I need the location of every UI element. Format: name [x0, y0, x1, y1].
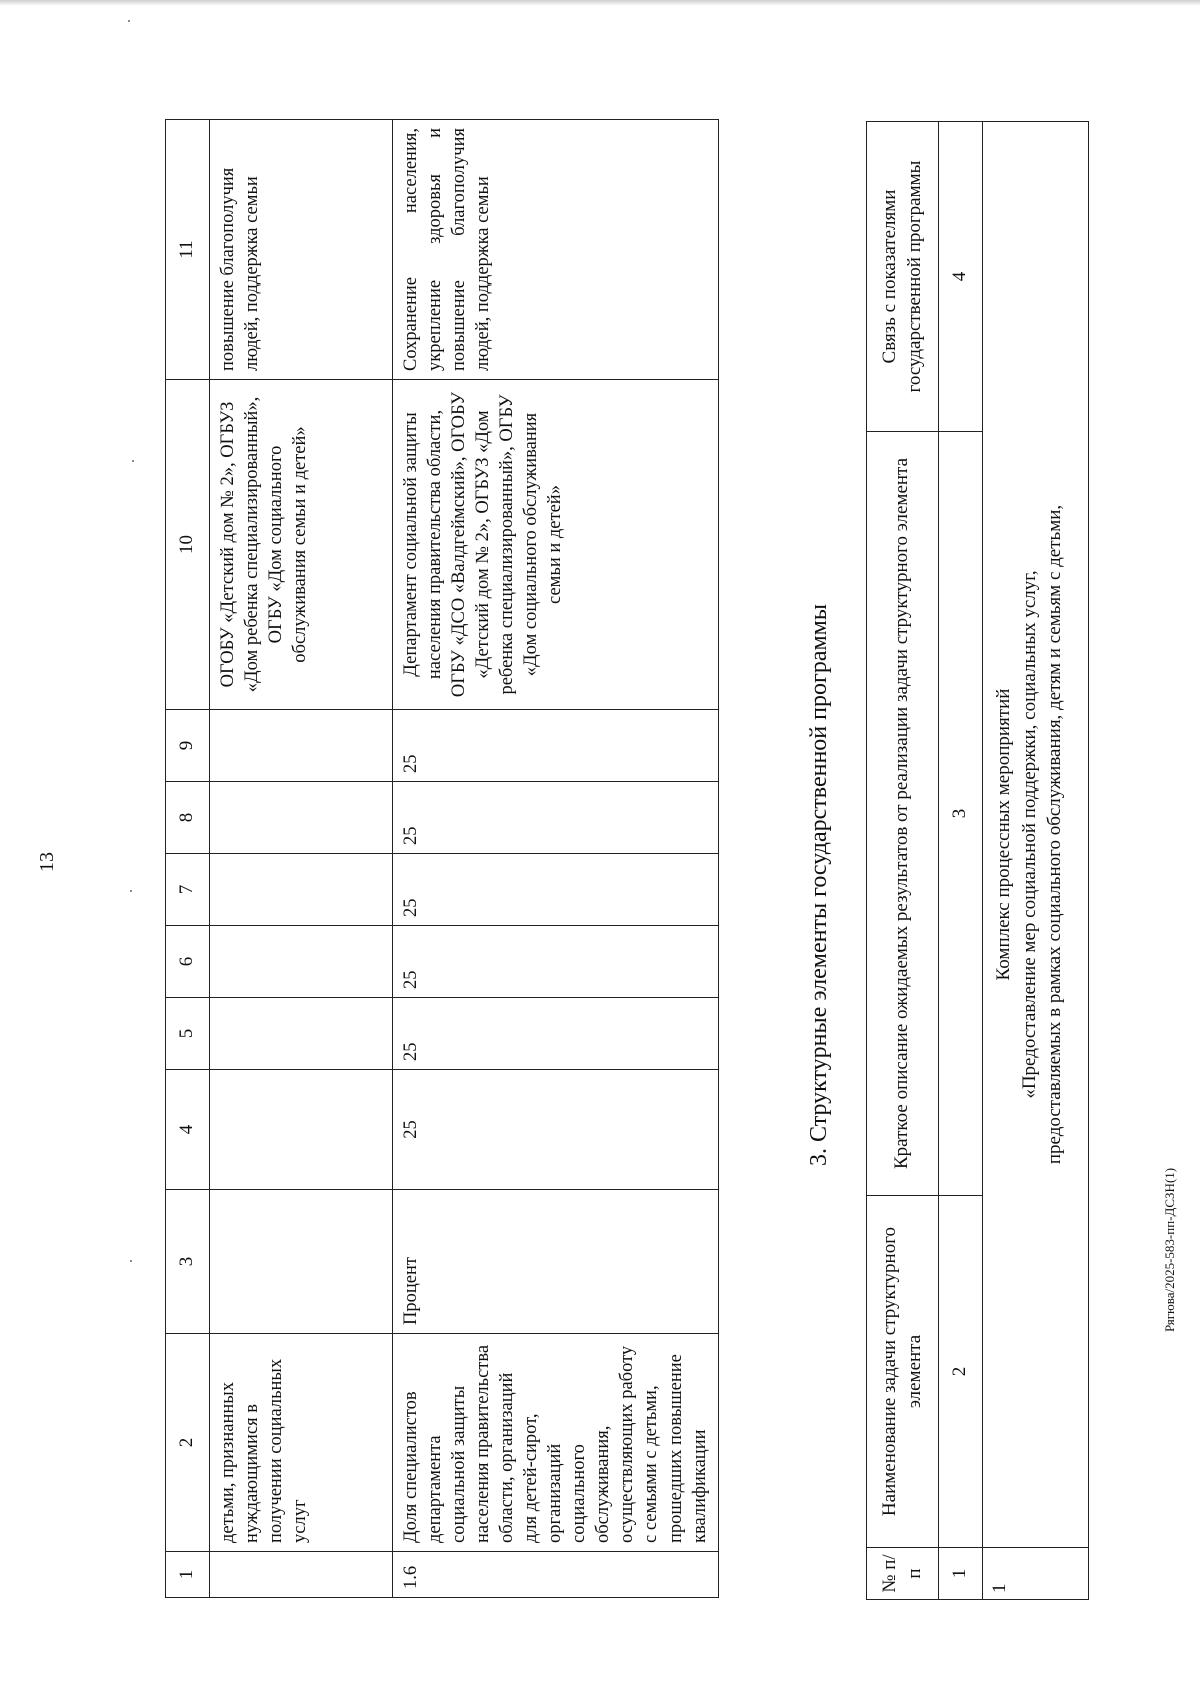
- indicators-table-block: [165, 119, 719, 1598]
- col-task-name-header: Наименование задачи структурного элемента: [867, 1196, 939, 1548]
- value-cell: [210, 854, 393, 926]
- value-cell: [210, 782, 393, 854]
- value-cell: 25: [393, 710, 719, 782]
- row-number: 1: [983, 1548, 1089, 1600]
- col-number-header: 3: [166, 1190, 210, 1334]
- col-number-header: 2: [166, 1334, 210, 1552]
- value-cell: [210, 926, 393, 998]
- responsible-executor: ОГОБУ «Детский дом № 2», ОГБУЗ «Дом ребенка специализированный», ОГБУ «Дом социального обслуживания семьи и детей»: [210, 380, 393, 710]
- structural-number-row: [939, 122, 983, 1600]
- page-number: 13: [36, 852, 58, 872]
- value-cell: [210, 710, 393, 782]
- unit: Процент: [393, 1190, 719, 1334]
- col-number: 2: [939, 1196, 983, 1548]
- col-number: 3: [939, 432, 983, 1196]
- value-cell: 25: [393, 926, 719, 998]
- col-results-header: Краткое описание ожидаемых результатов от реализации задачи структурного элемента: [867, 432, 939, 1196]
- national-goal-link: повышение благополучия людей, поддержка семьи: [210, 120, 393, 380]
- col-number: 4: [939, 122, 983, 432]
- value-cell: 25: [393, 1070, 719, 1190]
- indicator-name: Доля специалистов департамента социальной защиты населения правительства области, организаций для детей-сирот, организаций социального обслуживания, осуществляющих работу с семьями с детьми, прошедших повышение квалификации: [393, 1334, 719, 1552]
- indicators-table: [165, 119, 719, 1598]
- process-complex-title: [983, 122, 1089, 1548]
- col-indicators-link-header: Связь с показателями государственной программы: [867, 122, 939, 432]
- process-complex-line: предоставляемых в рамках социального обслуживания, детям и семьям с детьми,: [1044, 504, 1066, 1165]
- responsible-executor: Департамент социальной защиты населения правительства области, ОГБУ «ДСО «Валдгеймский», ОГОБУ «Детский дом № 2», ОГБУЗ «Дом ребенка специализированный», ОГБУ «Дом социального обслуживания семьи и детей»: [393, 380, 719, 710]
- unit: [210, 1190, 393, 1334]
- col-number-header: 7: [166, 854, 210, 926]
- national-goal-link: Сохранение населения, укрепление здоровья и повышение благополучия людей, поддержка семьи: [393, 120, 719, 380]
- row-number: 1.6: [393, 1552, 719, 1598]
- col-number-header: 5: [166, 998, 210, 1070]
- value-cell: [210, 998, 393, 1070]
- col-number-header: № п/п: [867, 1548, 939, 1600]
- structural-elements-table: [866, 121, 1089, 1600]
- scan-speck: [130, 1260, 132, 1262]
- table-row: [210, 120, 393, 1598]
- value-cell: [210, 1070, 393, 1190]
- scan-speck: [128, 20, 130, 22]
- process-complex-row: [983, 122, 1089, 1600]
- col-number-header: 8: [166, 782, 210, 854]
- value-cell: 25: [393, 998, 719, 1070]
- structural-header-row: [867, 122, 939, 1600]
- row-number: [210, 1552, 393, 1598]
- structural-elements-block: [866, 121, 1089, 1600]
- indicator-name: детьми, признанных нуждающимися в получении социальных услуг: [210, 1334, 393, 1552]
- col-number-header: 9: [166, 710, 210, 782]
- col-number-header: 4: [166, 1070, 210, 1190]
- process-complex-line: «Предоставление мер социальной поддержки, социальных услуг,: [1018, 570, 1040, 1099]
- value-cell: 25: [393, 854, 719, 926]
- scan-top-edge: [0, 0, 1200, 6]
- process-complex-line: Комплекс процессных мероприятий: [993, 688, 1014, 981]
- scan-speck: [132, 460, 134, 462]
- indicators-header-row: [166, 120, 210, 1598]
- col-number-header: 11: [166, 120, 210, 380]
- col-number-header: 6: [166, 926, 210, 998]
- document-code: Рягюва/2025-583-пп-ДСЗН(1): [1162, 1167, 1177, 1332]
- col-number-header: 1: [166, 1552, 210, 1598]
- table-row: [393, 120, 719, 1598]
- col-number-header: 10: [166, 380, 210, 710]
- section-title: 3. Структурные элементы государственной программы: [806, 604, 832, 1166]
- value-cell: 25: [393, 782, 719, 854]
- scan-speck: [130, 890, 132, 892]
- col-number: 1: [939, 1548, 983, 1600]
